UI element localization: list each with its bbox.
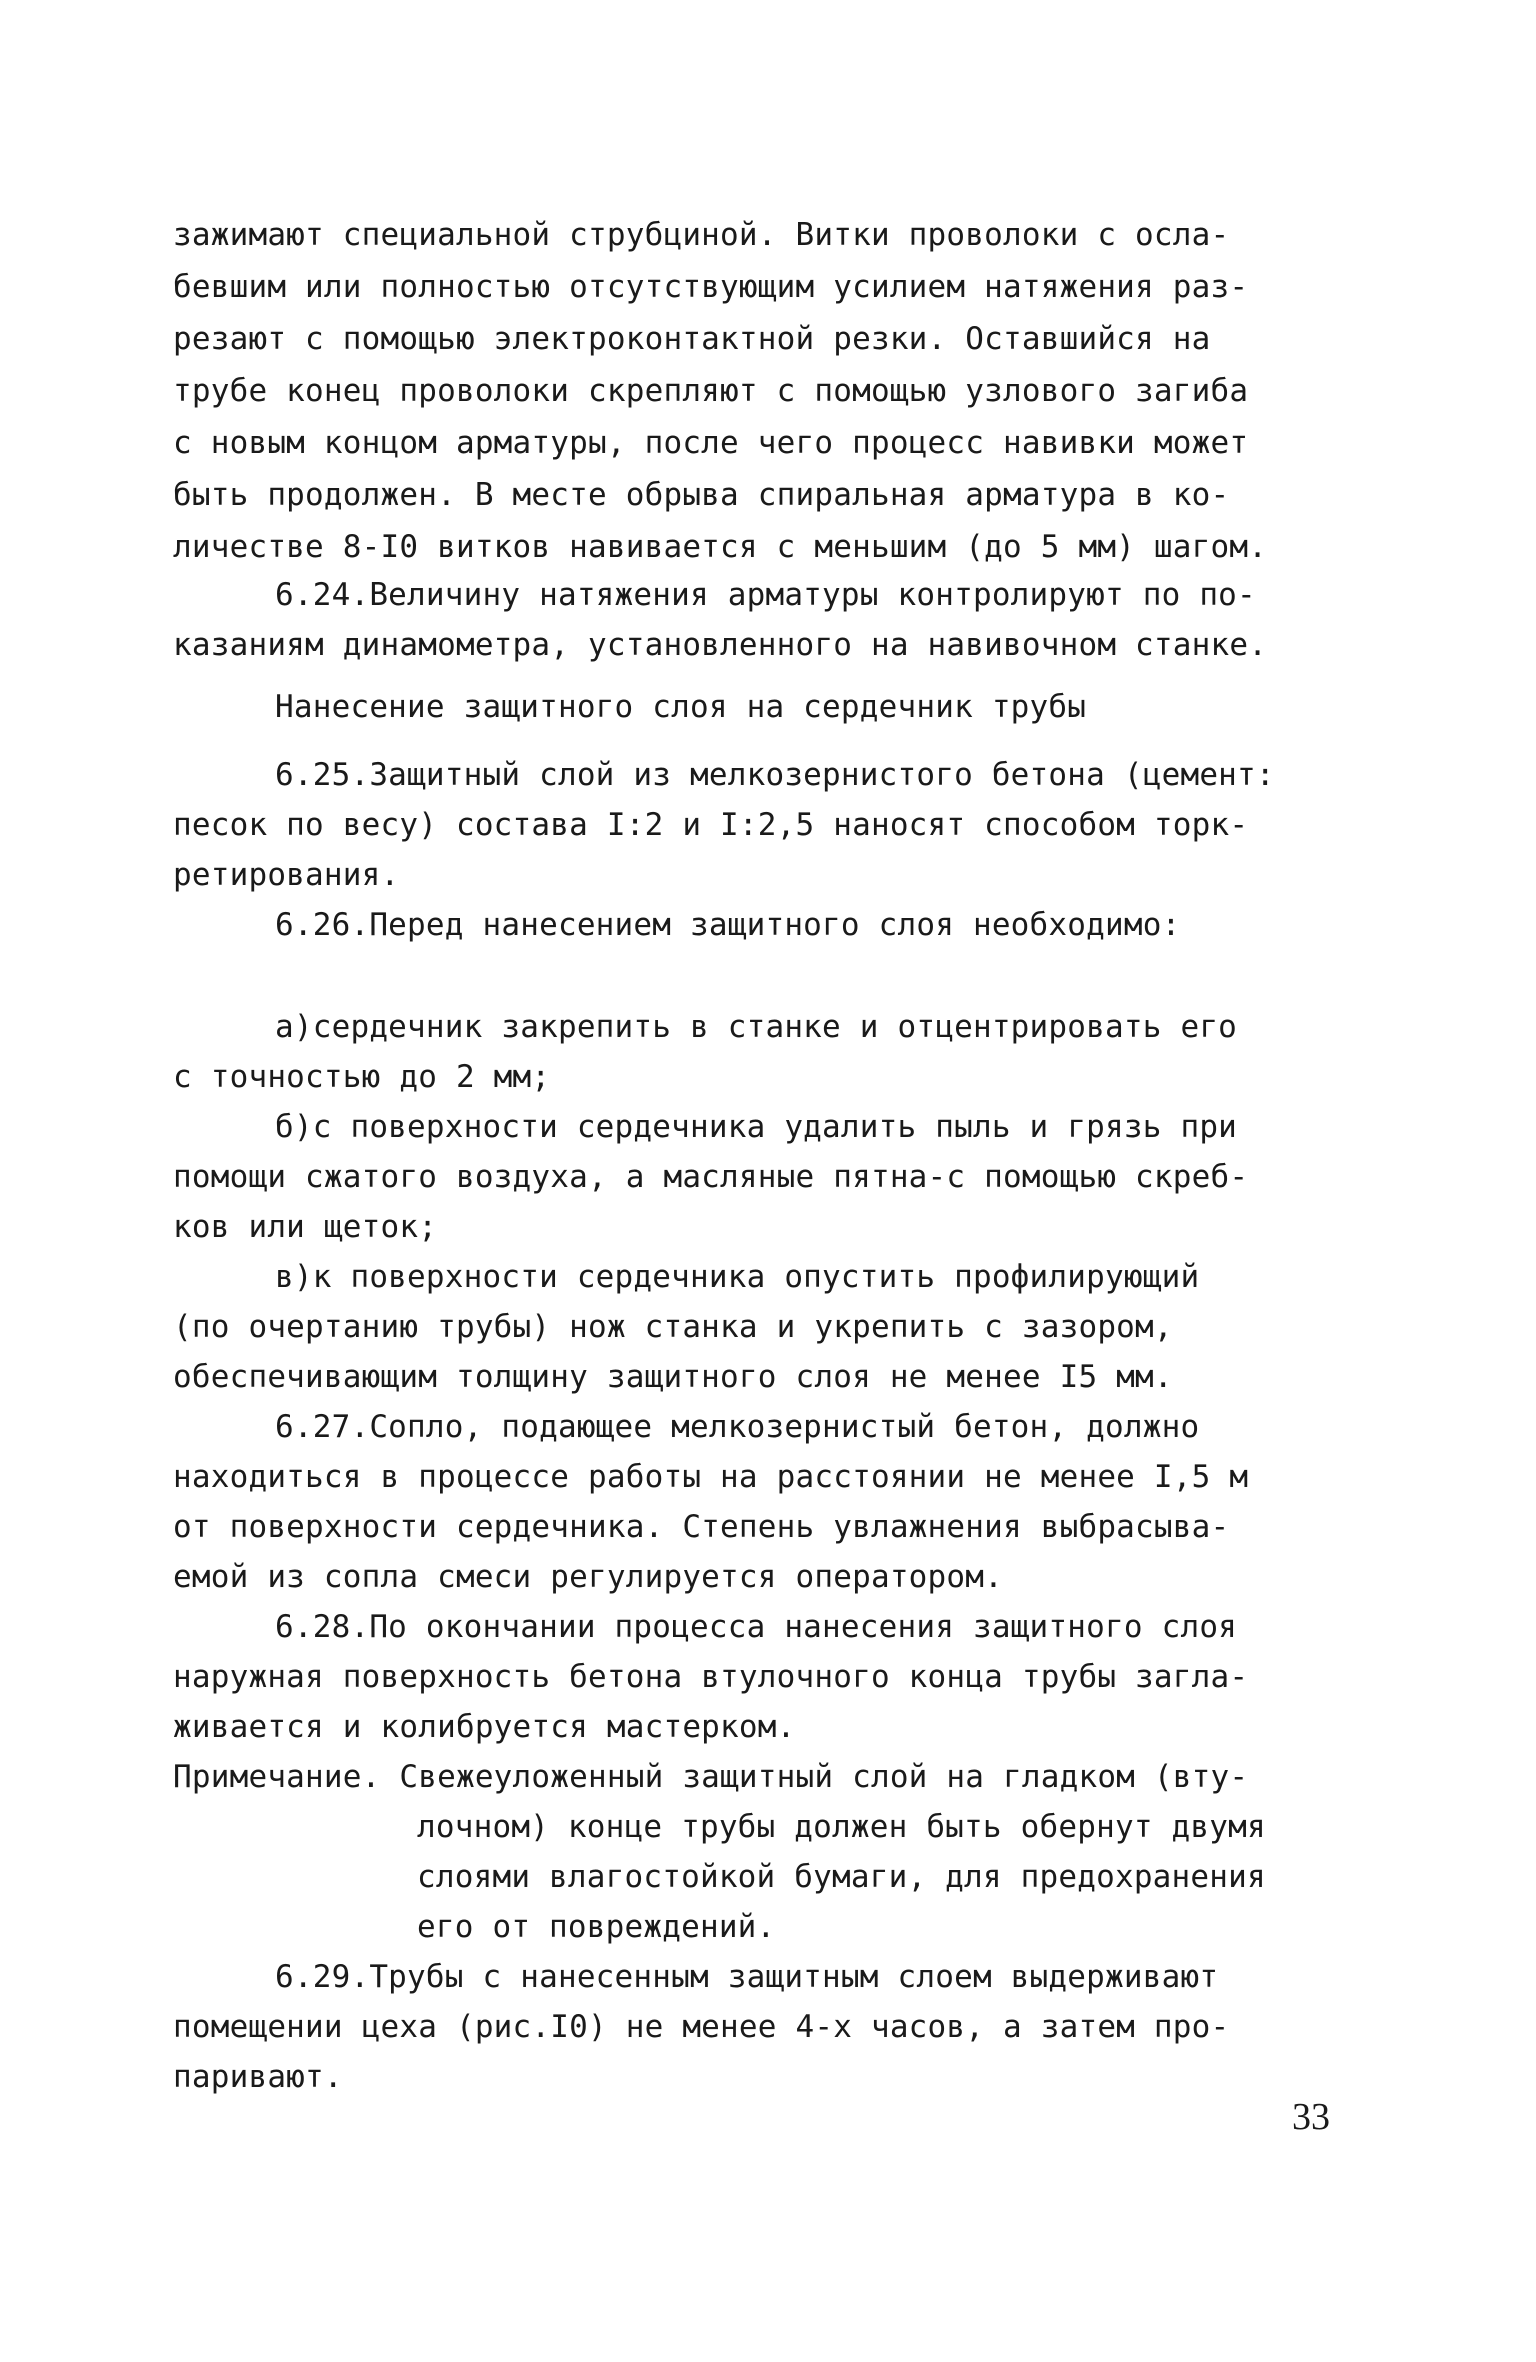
- text-line: (по очертанию трубы) нож станка и укрепить с зазором,: [173, 1309, 1173, 1345]
- text-line: паривают.: [173, 2059, 343, 2095]
- note-line: его от повреждений.: [417, 1909, 776, 1945]
- paragraph-6-25: 6.25.Защитный слой из мелкозернистого бетона (цемент:: [275, 757, 1275, 793]
- text-line: зажимают специальной струбциной. Витки проволоки с осла-: [173, 217, 1230, 253]
- text-line: резают с помощью электроконтактной резки. Оставшийся на: [173, 321, 1211, 357]
- paragraph-6-26: 6.26.Перед нанесением защитного слоя необходимо:: [275, 907, 1181, 943]
- text-line: от поверхности сердечника. Степень увлажнения выбрасыва-: [173, 1509, 1230, 1545]
- text-line: помещении цеха (рис.I0) не менее 4-х часов, а затем про-: [173, 2009, 1230, 2045]
- text-line: ков или щеток;: [173, 1209, 438, 1245]
- section-heading: Нанесение защитного слоя на сердечник трубы: [275, 689, 1087, 725]
- text-line: казаниям динамометра, установленного на навивочном станке.: [173, 627, 1268, 663]
- text-line: обеспечивающим толщину защитного слоя не менее I5 мм.: [173, 1359, 1173, 1395]
- text-line: емой из сопла смеси регулируется оператором.: [173, 1559, 1003, 1595]
- paragraph-6-24: 6.24.Величину натяжения арматуры контролируют по по-: [275, 577, 1256, 613]
- paragraph-6-29: 6.29.Трубы с нанесенным защитным слоем выдерживают: [275, 1959, 1219, 1995]
- text-line: ретирования.: [173, 857, 400, 893]
- text-line: быть продолжен. В месте обрыва спиральная арматура в ко-: [173, 477, 1230, 513]
- page-number: 33: [1292, 2096, 1330, 2138]
- text-line: наружная поверхность бетона втулочного конца трубы загла-: [173, 1659, 1249, 1695]
- text-line: трубе конец проволоки скрепляют с помощью узлового загиба: [173, 373, 1249, 409]
- list-item-a: а)сердечник закрепить в станке и отцентрировать его: [275, 1009, 1238, 1045]
- paragraph-6-27: 6.27.Сопло, подающее мелкозернистый бетон, должно: [275, 1409, 1200, 1445]
- note-line: Примечание. Свежеуложенный защитный слой на гладком (вту-: [173, 1759, 1249, 1795]
- text-line: песок по весу) состава I:2 и I:2,5 наносят способом торк-: [173, 807, 1249, 843]
- text-line: находиться в процессе работы на расстоянии не менее I,5 м: [173, 1459, 1249, 1495]
- text-line: помощи сжатого воздуха, а масляные пятна-с помощью скреб-: [173, 1159, 1249, 1195]
- list-item-b: б)с поверхности сердечника удалить пыль и грязь при: [275, 1109, 1238, 1145]
- text-line: живается и колибруется мастерком.: [173, 1709, 796, 1745]
- note-line: слоями влагостойкой бумаги, для предохранения: [417, 1859, 1266, 1895]
- note-line: лочном) конце трубы должен быть обернут двумя: [417, 1809, 1266, 1845]
- text-line: с новым концом арматуры, после чего процесс навивки может: [173, 425, 1249, 461]
- text-line: личестве 8-I0 витков навивается с меньшим (до 5 мм) шагом.: [173, 529, 1268, 565]
- text-line: бевшим или полностью отсутствующим усилием натяжения раз-: [173, 269, 1249, 305]
- list-item-v: в)к поверхности сердечника опустить профилирующий: [275, 1259, 1200, 1295]
- text-line: с точностью до 2 мм;: [173, 1059, 551, 1095]
- paragraph-6-28: 6.28.По окончании процесса нанесения защитного слоя: [275, 1609, 1238, 1645]
